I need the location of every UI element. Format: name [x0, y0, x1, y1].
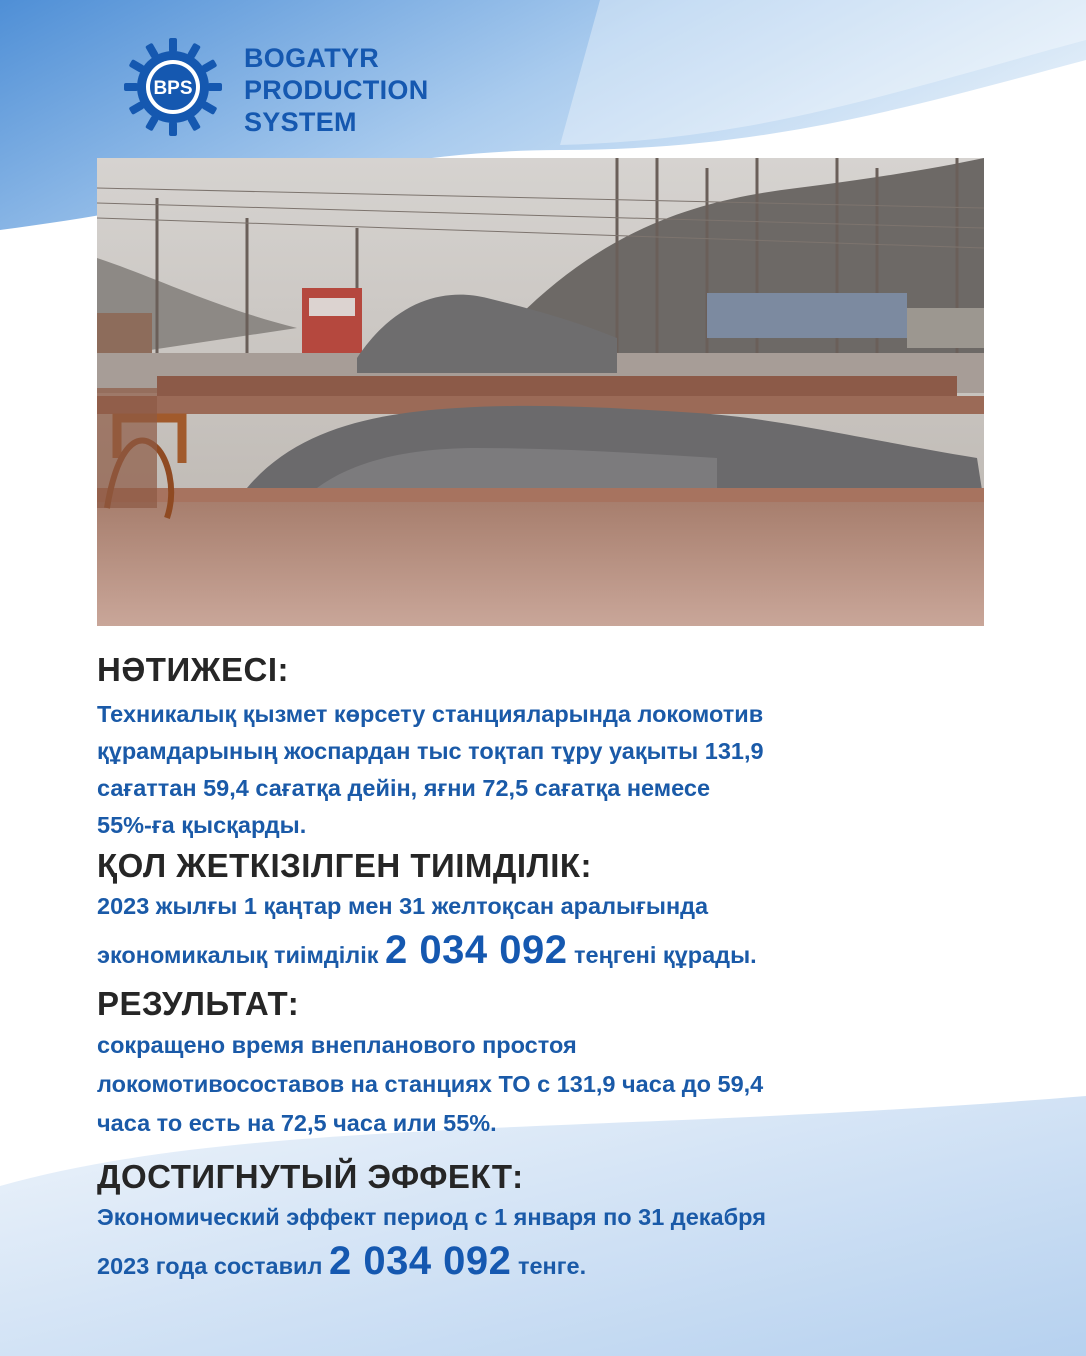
paragraph-text: теңгені құрады. [574, 942, 757, 968]
paragraph-line: локомотивосоставов на станциях ТО с 131,9 часа до 59,4 [97, 1071, 764, 1097]
section-heading-result-kz: НӘТИЖЕСІ: [97, 651, 289, 688]
gear-logo-icon [118, 32, 228, 142]
paragraph-text: 2023 года составил [97, 1253, 323, 1279]
main-content [97, 648, 997, 1291]
paragraph-line: құрамдарының жоспардан тыс тоқтап тұру уақыты 131,9 [97, 738, 764, 764]
paragraph-line [97, 925, 997, 980]
section-heading-effect-kz: ҚОЛ ЖЕТКІЗІЛГЕН ТИІМДІЛІК: [97, 847, 592, 884]
section-heading-result-ru: РЕЗУЛЬТАТ: [97, 985, 300, 1022]
brand-line-1: BOGATYR [244, 43, 380, 73]
brand-line-2: PRODUCTION [244, 75, 429, 105]
paragraph-line: 2023 жылғы 1 қаңтар мен 31 желтоқсан аралығында [97, 893, 709, 919]
paragraph-line: Экономический эффект период с 1 января по 31 декабря [97, 1204, 766, 1230]
paragraph-text: тенге. [517, 1253, 587, 1279]
paragraph-result-kz [97, 696, 997, 844]
amount-value: 2 034 092 [328, 1239, 512, 1283]
logo-mark-text: BPS [153, 78, 193, 99]
paragraph-line: Техникалық қызмет көрсету станцияларында локомотив [97, 701, 764, 727]
brand-logo [118, 32, 478, 142]
section-heading-effect-ru: ДОСТИГНУТЫЙ ЭФФЕКТ: [97, 1158, 524, 1195]
paragraph-line: сағаттан 59,4 сағатқа дейін, яғни 72,5 сағатқа немесе [97, 775, 711, 801]
paragraph-text: экономикалық тиімділік [97, 942, 379, 968]
paragraph-effect-kz [97, 888, 997, 980]
paragraph-line: часа то есть на 72,5 часа или 55%. [97, 1110, 497, 1136]
paragraph-effect-ru [97, 1199, 997, 1291]
paragraph-line: сокращено время внепланового простоя [97, 1032, 577, 1058]
brand-line-3: SYSTEM [244, 107, 357, 137]
brand-name [244, 42, 429, 138]
paragraph-line: 55%-ға қысқарды. [97, 812, 307, 838]
amount-value: 2 034 092 [385, 928, 568, 972]
paragraph-line [97, 1236, 997, 1291]
train-ore-wagons-photo [97, 158, 984, 626]
paragraph-result-ru [97, 1026, 997, 1143]
